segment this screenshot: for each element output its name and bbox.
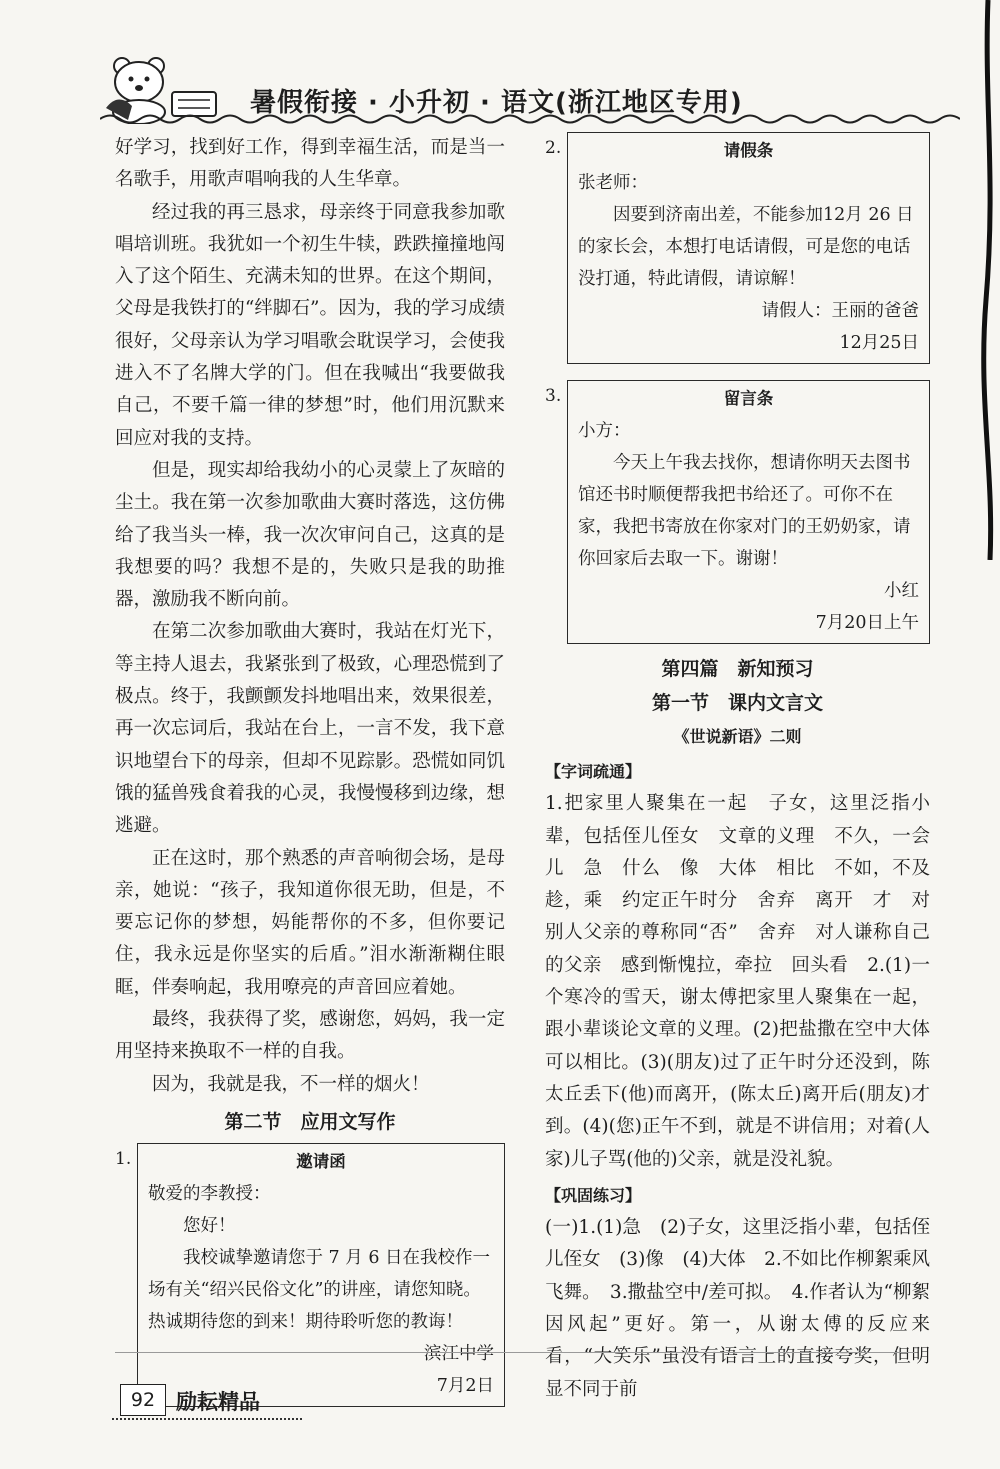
message-note-box (567, 380, 930, 644)
left-column (115, 132, 505, 1407)
page-footer (112, 1382, 302, 1420)
essay-paragraph: 经过我的再三恳求，母亲终于同意我参加歌唱培训班。我犹如一个初生牛犊，跌跌撞撞地闯入了这个陌生、充满未知的世界。在这个期间，父母是我铁打的“绊脚石”。因为，我的学习成绩很好，父母亲认为学习唱歌会耽误学习，会使我进入不了名牌大学的门。但在我喊出“我要做我自己，不要千篇一律的梦想”时，他们用沉默来回应对我的支持。 (115, 201, 505, 449)
footer-dotted-rule (112, 1418, 302, 1420)
item-number: 2. (545, 138, 562, 158)
answer-item-leave-note (545, 132, 930, 364)
binding-edge-shadow (960, 0, 1000, 560)
note-date: 7月20日上午 (815, 613, 919, 633)
brand-name: 励耘精品 (176, 1390, 260, 1414)
bottom-divider (115, 1352, 915, 1353)
section-title-classical: 第一节 课内文言文 (651, 692, 823, 714)
note-date: 12月25日 (839, 333, 919, 353)
note-signature: 小红 (884, 581, 919, 601)
note-greeting: 小方： (578, 421, 631, 441)
note-greeting: 张老师： (578, 173, 648, 193)
section-title-writing: 第二节 应用文写作 (224, 1110, 396, 1133)
letter-greeting: 敬爱的李教授： (148, 1183, 271, 1204)
letter-date: 7月2日 (436, 1375, 494, 1396)
note-signature: 请假人：王丽的爸爸 (761, 301, 919, 321)
answer-item-invitation (115, 1143, 505, 1407)
answer-item-message-note (545, 380, 930, 644)
item-number: 3. (545, 386, 562, 406)
essay-paragraph: 因为，我就是我，不一样的烟火！ (152, 1073, 430, 1095)
header-wave-rule (100, 112, 960, 126)
tag-vocabulary: 【字词疏通】 (545, 762, 642, 781)
answers-vocabulary: 1.把家里人聚集在一起 子女，这里泛指小辈，包括侄儿侄女 文章的义理 不久，一会儿 急 什么 像 大体 相比 不如，不及 趁，乘 约定正午时分 舍弃 离开 才 对别人父亲的尊称同“否” 舍弃 对人谦称自己的父亲 感到惭愧拉，牵拉 回头看 2.(1)一个寒冷的雪天，谢太傅把家里人聚集在一起，跟小辈谈论文章的义理。(2)把盐撒在空中大体可以相比。(3)(朋友)过了正午时分还没到，陈太丘丢下(他)而离开，(陈太丘)离开后(朋友)才到。(4)(您)正午不到，就是不讲信用；对着(人家)儿子骂(他的)父亲，就是没礼貌。 (545, 793, 949, 1170)
right-column (545, 132, 949, 1406)
part-title: 第四篇 新知预习 (661, 658, 814, 680)
note-title: 请假条 (723, 141, 774, 160)
essay-paragraph: 在第二次参加歌曲大赛时，我站在灯光下，等主持人退去，我紧张到了极致，心理恐慌到了极点。终于，我颤颤发抖地唱出来，效果很差，再一次忘词后，我站在台上，一言不发，我下意识地望台下的母亲，但却不见踪影。恐慌如同饥饿的猛兽残食着我的心灵，我慢慢移到边缘，想逃避。 (115, 621, 505, 837)
letter-hello: 您好！ (183, 1215, 236, 1236)
note-title: 留言条 (723, 389, 774, 408)
letter-signature: 滨江中学 (424, 1343, 494, 1364)
essay-paragraph: 最终，我获得了奖，感谢您，妈妈，我一定用坚持来换取不一样的自我。 (115, 1009, 505, 1063)
invitation-letter-box (137, 1143, 505, 1407)
answers-practice: (一)1.(1)急 (2)子女，这里泛指小辈，包括侄儿侄女 (3)像 (4)大体 2.不如比作柳絮乘风飞舞。 3.撒盐空中/差可拟。 4.作者认为“柳絮因风起”更好。第一，从谢太傅的反应来看，“大笑乐”虽没有语言上的直接夸奖，但明显不同于前 (545, 1217, 930, 1400)
item-number: 1. (115, 1148, 132, 1169)
leave-note-box (567, 132, 930, 364)
letter-body: 我校诚挚邀请您于 7 月 6 日在我校作一场有关“绍兴民俗文化”的讲座，请您知晓。热诚期待您的到来！期待聆听您的教诲！ (148, 1247, 491, 1332)
note-body: 因要到济南出差，不能参加12月 26 日的家长会，本想打电话请假，可是您的电话没打通，特此请假，请谅解！ (578, 205, 914, 289)
tag-practice: 【巩固练习】 (545, 1185, 642, 1205)
page-number: 92 (120, 1384, 166, 1416)
essay-paragraph: 好学习，找到好工作，得到幸福生活，而是当一名歌手，用歌声唱响我的人生华章。 (115, 137, 505, 191)
note-body: 今天上午我去找你，想请你明天去图书馆还书时顺便帮我把书给还了。可你不在家，我把书寄放在你家对门的王奶奶家，请你回家后去取一下。谢谢！ (578, 453, 911, 569)
essay-paragraph: 但是，现实却给我幼小的心灵蒙上了灰暗的尘土。我在第一次参加歌曲大赛时落选，这仿佛给了我当头一棒，我一次次审问自己，这真的是我想要的吗？我想不是的，失败只是我的助推器，激励我不断向前。 (115, 459, 505, 611)
page-header (0, 0, 1000, 130)
essay-paragraph: 正在这时，那个熟悉的声音响彻会场，是母亲，她说：“孩子，我知道你很无助，但是，不要忘记你的梦想，妈能帮你的不多，但你要记住，我永远是你坚实的后盾。”泪水渐渐糊住眼眶，伴奏响起，我用嘹亮的声音回应着她。 (115, 847, 505, 998)
book-title: 暑假衔接 · 小升初 · 语文(浙江地区专用) (250, 88, 743, 118)
lesson-subtitle: 《世说新语》二则 (673, 727, 802, 746)
letter-title: 邀请函 (296, 1151, 346, 1171)
